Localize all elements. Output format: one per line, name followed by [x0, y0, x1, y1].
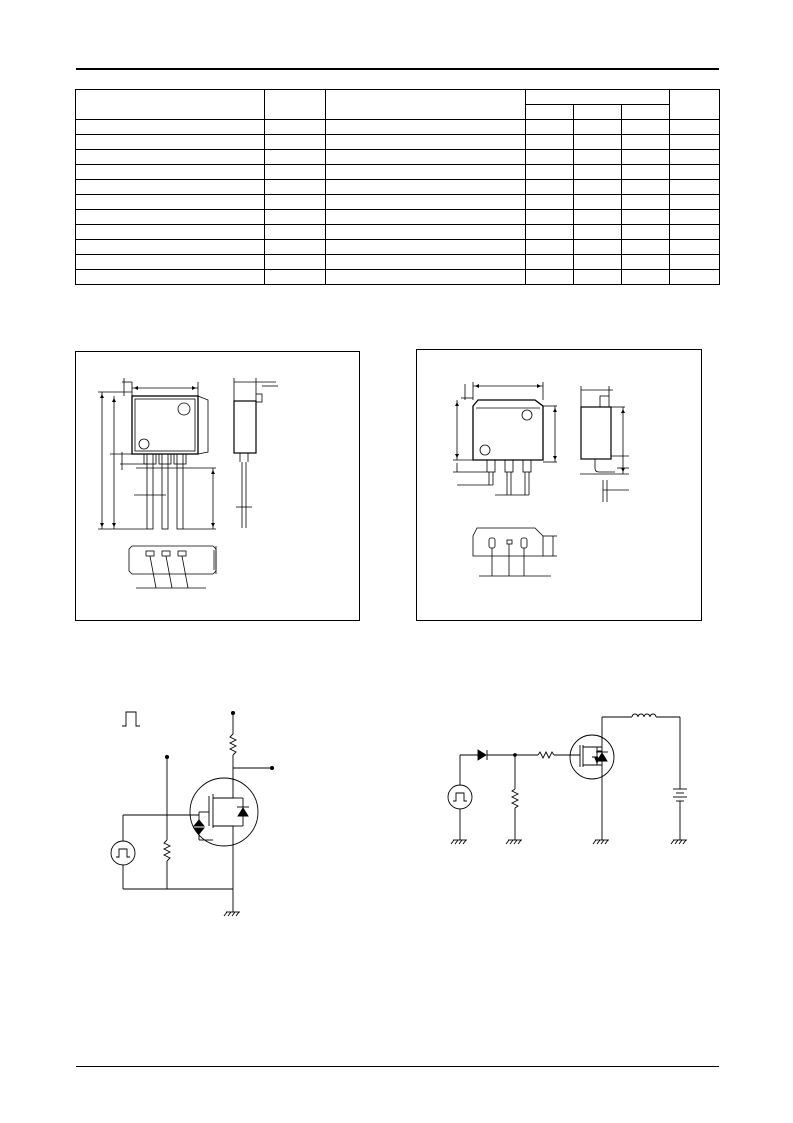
table-cell [326, 195, 526, 210]
table-cell [326, 150, 526, 165]
resistor-icon [164, 840, 170, 861]
table-cell [526, 195, 574, 210]
ground-icon [224, 912, 240, 916]
table-cell [526, 240, 574, 255]
ground-icon [506, 840, 522, 844]
table-cell [574, 135, 622, 150]
table-row [76, 225, 720, 240]
table-cell [622, 255, 670, 270]
table-cell [526, 270, 574, 285]
table-cell [76, 270, 265, 285]
table-cell [670, 210, 720, 225]
table-cell [670, 240, 720, 255]
table-cell [622, 225, 670, 240]
table-cell [326, 270, 526, 285]
table-cell [76, 180, 265, 195]
table-cell [326, 255, 526, 270]
table-cell [526, 180, 574, 195]
table-cell [574, 210, 622, 225]
electrical-characteristics-table [75, 89, 720, 285]
table-cell [326, 240, 526, 255]
table-row [76, 150, 720, 165]
table-cell [622, 135, 670, 150]
table-cell [622, 165, 670, 180]
table-cell [574, 240, 622, 255]
header-cell-unit [670, 90, 720, 120]
table-cell [526, 210, 574, 225]
table-cell [622, 120, 670, 135]
ground-icon [671, 840, 687, 844]
footer-rule [76, 1066, 719, 1067]
table-cell [574, 165, 622, 180]
table-cell [574, 195, 622, 210]
table-cell [265, 255, 326, 270]
table-cell [76, 135, 265, 150]
switching-time-test-circuit [100, 700, 300, 920]
table-row [76, 255, 720, 270]
table-cell [670, 165, 720, 180]
table-cell [622, 180, 670, 195]
table-cell [265, 270, 326, 285]
table-row [76, 165, 720, 180]
resistor-icon [538, 752, 554, 758]
pulse-waveform-icon [122, 712, 140, 726]
table-row [76, 135, 720, 150]
table-cell [76, 210, 265, 225]
header-cell-min [526, 105, 574, 120]
table-cell [265, 150, 326, 165]
table-cell [265, 195, 326, 210]
package-outline-surface-mount [416, 349, 702, 621]
header-cell-max [622, 105, 670, 120]
header-cell-conditions [326, 90, 526, 120]
table-cell [265, 165, 326, 180]
table-cell [526, 150, 574, 165]
table-cell [526, 165, 574, 180]
inductive-load-test-circuit [440, 705, 700, 850]
table-cell [526, 135, 574, 150]
ground-icon [451, 840, 467, 844]
table-cell [326, 165, 526, 180]
table-cell [265, 135, 326, 150]
package-outline-through-hole [75, 351, 360, 621]
table-cell [76, 150, 265, 165]
table-cell [76, 240, 265, 255]
table-cell [670, 120, 720, 135]
table-header-row [76, 90, 720, 105]
table-cell [670, 270, 720, 285]
table-row [76, 210, 720, 225]
table-cell [265, 120, 326, 135]
table-cell [574, 270, 622, 285]
header-cell-symbol [265, 90, 326, 120]
table-cell [265, 210, 326, 225]
switching-test-circuit-drawing [100, 700, 300, 920]
header-cell-typ [574, 105, 622, 120]
table-cell [670, 195, 720, 210]
table-cell [574, 225, 622, 240]
table-cell [326, 210, 526, 225]
resistor-icon [230, 734, 236, 755]
ground-icon [593, 840, 609, 844]
diode-icon [478, 750, 487, 760]
inductor-icon [632, 714, 656, 717]
table-cell [526, 120, 574, 135]
header-cell-ratings [526, 90, 670, 105]
table-cell [326, 225, 526, 240]
table-cell [76, 165, 265, 180]
table-cell [526, 255, 574, 270]
table-cell [76, 120, 265, 135]
table-cell [622, 150, 670, 165]
table-cell [574, 150, 622, 165]
table-row [76, 180, 720, 195]
table-cell [670, 135, 720, 150]
table-cell [265, 225, 326, 240]
table-cell [670, 255, 720, 270]
table-row [76, 120, 720, 135]
resistor-icon [512, 789, 518, 808]
table-row [76, 270, 720, 285]
table-cell [574, 120, 622, 135]
table-cell [622, 210, 670, 225]
table-cell [326, 180, 526, 195]
table-cell [574, 255, 622, 270]
header-cell-parameter [76, 90, 265, 120]
table-cell [622, 195, 670, 210]
battery-icon [673, 789, 687, 801]
inductive-load-circuit-drawing [440, 705, 700, 850]
table-cell [574, 180, 622, 195]
table-cell [670, 225, 720, 240]
table-cell [622, 240, 670, 255]
table-cell [670, 150, 720, 165]
table-cell [76, 255, 265, 270]
table-cell [265, 240, 326, 255]
table-cell [76, 225, 265, 240]
table-row [76, 240, 720, 255]
table-row [76, 195, 720, 210]
through-hole-package-drawing [76, 352, 359, 620]
table-cell [326, 135, 526, 150]
header-rule [76, 68, 719, 70]
table-cell [622, 270, 670, 285]
table-cell [326, 120, 526, 135]
table-cell [265, 180, 326, 195]
pulse-source-icon [448, 785, 472, 809]
table-cell [526, 225, 574, 240]
surface-mount-package-drawing [417, 350, 701, 620]
body-diode-icon [596, 752, 608, 761]
table-cell [670, 180, 720, 195]
table-cell [76, 195, 265, 210]
pulse-source-icon [111, 841, 135, 865]
